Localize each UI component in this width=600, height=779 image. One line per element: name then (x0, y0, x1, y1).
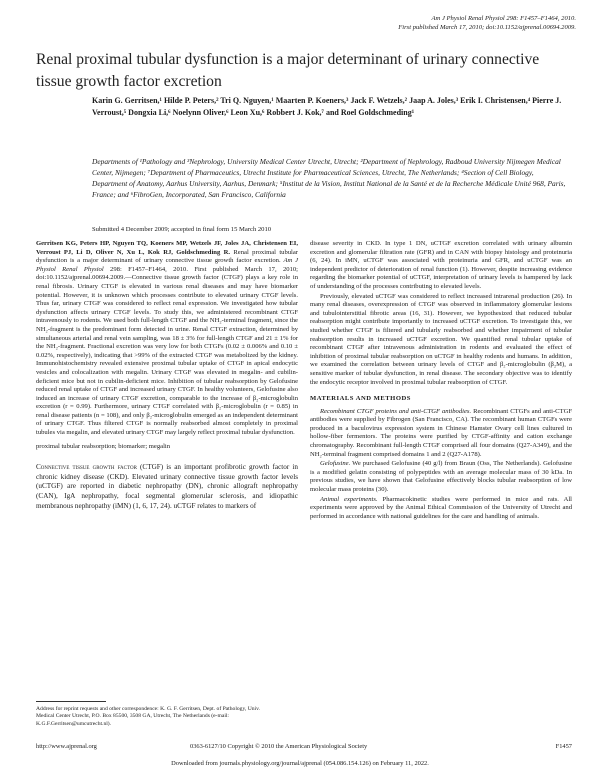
methods-body-3: Pharmacokinetic studies were performed in mice and rats. All experiments were approved by the Animal Ethical Commission of the University of Utrecht and performed in accordance with national guidelines for the care and handling of animals. (310, 495, 572, 520)
methods-paragraph-1 (310, 408, 572, 460)
abstract-citation: 298: F1457–F1464, 2010. First published March 17, 2010; doi:10.1152/ajprenal.00694.2009.— (36, 265, 299, 282)
citation-line-2: First published March 17, 2010; doi:10.1152/ajprenal.00694.2009. (398, 24, 576, 31)
article-title: Renal proximal tubular dysfunction is a major determinant of urinary connective tissue growth factor excretion (36, 51, 540, 90)
keywords: proximal tubular reabsorption; biomarker; megalin (36, 442, 171, 450)
submission-dates: Submitted 4 December 2009; accepted in final form 15 March 2010 (92, 226, 272, 233)
abstract-body: Connective tissue growth factor (CTGF) plays a key role in renal fibrosis. Urinary CTGF is elevated in various renal diseases and may have biomarker potential. However, it is unknown which processes contribute to elevated urinary CTGF levels. Thus far, urinary CTGF was considered to reflect renal expression. We investigated how tubular dysfunction affects urinary CTGF levels. To study this, we administered recombinant CTGF intravenously to rodents. We used both full-length CTGF and the NH₂-terminal fragment, since the NH₂-fragment is the predominant form detected in urine. Renal CTGF extraction, determined by simultaneous arterial and renal vein sampling, was 18 ± 3% for full-length CTGF and 21 ± 1% for the NH₂-fragment. Fractional excretion was very low for both CTGFs (0.02 ± 0.006% and 0.10 ± 0.02%, respectively), indicating that >99% of the extracted CTGF was metabolized by the kidney. Immunohistochemistry revealed extensive proximal tubular uptake of CTGF in apical endocytic vesicles and colocalization with megalin. Urinary CTGF was elevated in megalin- and cubilin-deficient mice but not in cubilin-deficient mice. Inhibition of tubular reabsorption by Gelofusine reduced renal uptake of CTGF and increased urinary CTGF. In healthy volunteers, Gelofusine also induced an increase of urinary CTGF excretion, comparable to the increase of β₂-microglobulin excretion (r = 0.99). Furthermore, urinary CTGF correlated with β₂-microglobulin (r = 0.85) in renal disease patients (n = 108), and only β₂-microglobulin emerged as an independent determinant of urinary CTGF. Thus filtered CTGF is normally reabsorbed almost completely in proximal tubules via megalin, and elevated urinary CTGF may largely reflect proximal tubular dysfunction. (36, 274, 298, 437)
methods-paragraph-3 (310, 496, 572, 522)
page-number: F1457 (555, 743, 572, 750)
intro-paragraph-2: Previously, elevated uCTGF was considered to reflect increased intrarenal production (26). In many renal diseases, overexpression of CTGF was observed in inflammatory glomerular lesions and tubulointerstitial fibrotic areas (16, 31). However, we hypothesized that reduced tubular reabsorption might contribute importantly to increased uCTGF excretion. To investigate this, we studied whether CTGF is filtered and tubularly reabsorbed and whether impairment of tubular reabsorption results in increased uCTGF excretion. We quantified renal tubular uptake of recombinant CTGF after intravenous administration in rodents and evaluated the effect of inhibition of proximal tubular reabsorption on uCTGF in healthy rodents and humans. In addition, we examined the correlation between urinary levels of CTGF and β₂-microglobulin (β₂M), a sensitive marker of tubular dysfunction, in renal disease. The secondary objective was to identify the endocytic receptor involved in proximal tubular reabsorption of CTGF. (310, 292, 572, 386)
introduction (36, 463, 298, 511)
intro-paragraph-1: disease severity in CKD. In type 1 DN, uCTGF excretion correlated with urinary albumin excretion and glomerular filtration rate (GFR) and in CAN with biopsy histology and proteinuria (6, 24). In iMN, uCTGF was associated with proteinuria and GFR, and uCTGF was an independent predictor of deterioration of renal function (1). However, despite increasing evidence regarding the biomarker potential of uCTGF, interpretation of urinary levels is hampered by lack of understanding of the processes contributing to elevated levels. (310, 240, 572, 290)
affiliations: Departments of ¹Pathology and ³Nephrology, University Medical Center Utrecht, Utrecht; ²Department of Nephrology, Radboud University Nijmegen Medical Center, Nijmegen; ⁷Department of Pharmaceutics, Utrecht Institute for Pharmaceutical Sciences, Utrecht, The Netherlands; ⁴Section of Cell Biology, Department of Anatomy, Aarhus University, Aarhus, Denmark; ⁵Institut de la Vision, Institut National de la Santé et de la Recherche Médicale Unité 968, Paris, France; and ⁶FibroGen, Incorporated, San Francisco, California (92, 157, 566, 199)
journal-url[interactable]: http://www.ajprenal.org (36, 743, 97, 750)
abstract-authors: Gerritsen KG, Peters HP, Nguyen TQ, Koeners MP, Wetzels JF, Joles JA, Christensen EI, Verroust PJ, Li D, Oliver N, Xu L, Kok RJ, Goldschmeding R. (36, 240, 298, 256)
citation-line-1: Am J Physiol Renal Physiol 298: F1457–F1464, 2010. (431, 15, 576, 22)
download-notice: Downloaded from journals.physiology.org/journal/ajprenal (054.086.154.126) on February 11, 2022. (171, 760, 429, 767)
intro-lead: Connective tissue growth factor (36, 463, 137, 472)
correspondence-address: Address for reprint requests and other correspondence: K. G. F. Gerritsen, Dept. of Pathology, Univ. Medical Center Utrecht, P.O. Box 85500, 3508 GA, Utrecht, The Netherlands (e-mail: K.G.F.Gerritsen@umcutrecht.nl). (36, 706, 260, 727)
methods-body-1: Recombinant CTGFs and anti-CTGF antibodies were supplied by Fibrogen (San Francisco, CA). The recombinant human CTGFs were produced in a baculovirus expression system in Chinese Hamster Ovary cell lines cultured in hollow-fiber fermentors. The proteins were purified by CTGF-affinity and cation exchange chromatography. Recombinant full-length CTGF comprised all four domains (Q27-A349), and the NH₂-terminal fragment comprised domains 1 and 2 (Q27-A178). (310, 407, 573, 458)
abstract-title-ref: Renal proximal tubular dysfunction is a major determinant of urinary connective tissue growth factor excretion. (36, 248, 298, 265)
author-list: Karin G. Gerritsen,¹ Hilde P. Peters,² Tri Q. Nguyen,¹ Maarten P. Koeners,³ Jack F. Wetzels,² Jaap A. Joles,³ Erik I. Christensen,⁴ Pierre J. Verroust,⁵ Dongxia Li,⁶ Noelynn Oliver,⁶ Leon Xu,⁶ Robbert J. Kok,⁷ and Roel Goldschmeding¹ (92, 96, 562, 118)
abstract (36, 240, 298, 438)
methods-paragraph-2 (310, 460, 572, 494)
right-column (310, 240, 572, 522)
citation-header (398, 14, 576, 32)
left-column (36, 240, 298, 512)
methods-heading: MATERIALS AND METHODS (310, 395, 411, 403)
methods-subhead-2: Gelofusine. (320, 460, 351, 468)
methods-subhead-3: Animal experiments. (320, 495, 378, 503)
copyright-notice: 0363-6127/10 Copyright © 2010 the American Physiological Society (190, 743, 368, 750)
footnote-divider (36, 701, 106, 702)
methods-subhead-1: Recombinant CTGF proteins and anti-CTGF antibodies. (320, 407, 472, 415)
abstract-journal: Am J Physiol Renal Physiol (36, 257, 298, 273)
methods-body-2: We purchased Gelofusine (40 g/l) from Braun (Oss, The Netherlands). Gelofusine is a modified gelatin consisting of polypeptides with an average molecular mass of 30 kDa. In previous studies, we have shown that Gelofusine effectively blocks tubular reabsorption of low molecular mass proteins (30). (310, 460, 572, 494)
intro-body: (CTGF) is an important profibrotic growth factor in chronic kidney disease (CKD). Elevated urinary connective tissue growth factor levels (uCTGF) are reported in diabetic nephropathy (DN), chronic allograft nephropathy (CAN), IgA nephropathy, focal segmental glomerular sclerosis, and idiopathic membranous nephropathy (iMN) (1, 6, 17, 24). uCTGF relates to markers of (36, 463, 298, 510)
